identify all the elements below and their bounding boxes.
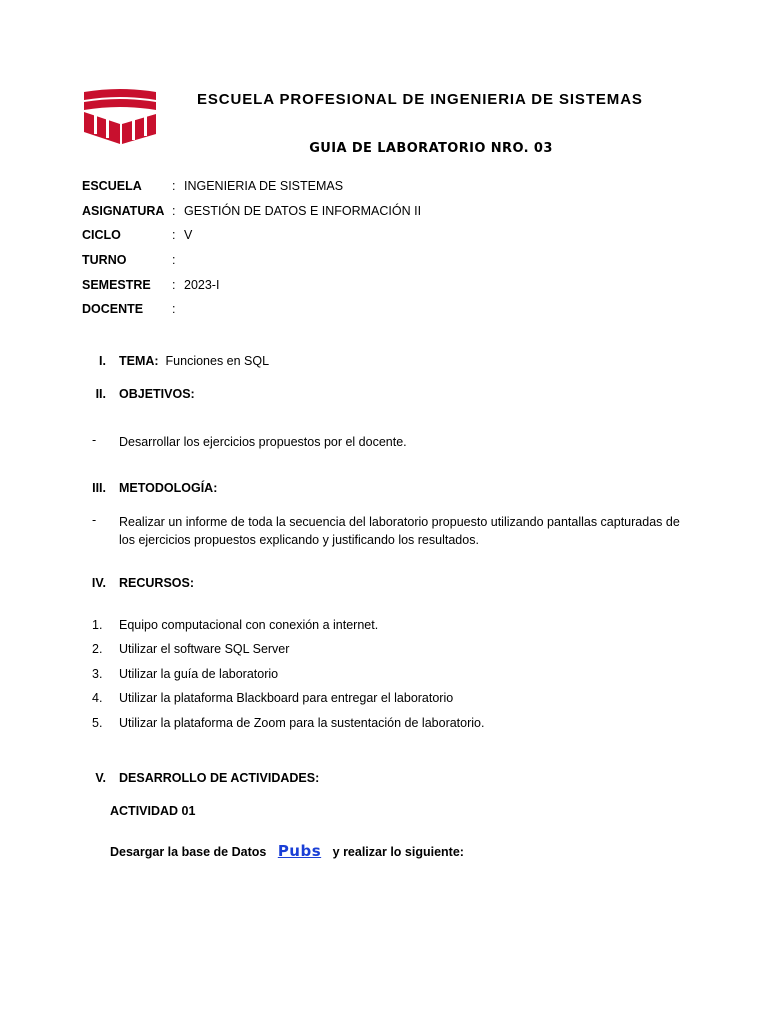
info-row-escuela [82,174,421,199]
info-row-ciclo [82,223,421,248]
info-value: 2023-I [184,277,220,292]
info-row-semestre [82,272,421,297]
tema-value: Funciones en SQL [165,354,270,368]
info-row-asignatura [82,199,421,224]
download-text-after: y realizar lo siguiente: [332,845,464,859]
info-separator: : [172,179,176,194]
list-item-text: Desarrollar los ejercicios propuestos por el docente. [119,435,407,449]
info-label: DOCENTE [82,302,144,317]
info-label: ESCUELA [82,179,142,194]
dash-bullet: - [92,433,97,447]
list-number: 4. [92,691,103,705]
pubs-link[interactable]: Pubs [277,842,322,860]
info-label: CICLO [82,228,121,243]
info-label: ASIGNATURA [82,203,165,218]
section-number: III. [92,481,106,495]
info-value: INGENIERIA DE SISTEMAS [184,179,344,194]
tema-label: TEMA: [119,354,159,368]
section-number: I. [99,354,106,368]
download-instruction [110,842,464,860]
info-value: V [184,228,193,243]
info-separator: : [172,302,176,317]
list-item-text: Utilizar el software SQL Server [119,642,290,656]
school-name: ESCUELA PROFESIONAL DE INGENIERIA DE SISTEMAS [197,91,643,108]
download-text-before: Desargar la base de Datos [110,845,267,859]
section-number: V. [95,771,106,785]
section-title: OBJETIVOS: [119,387,195,401]
list-number: 3. [92,667,103,681]
university-logo [82,88,158,144]
dash-bullet: - [92,513,97,527]
list-number: 1. [92,618,103,632]
section-title [119,354,269,368]
activity-title: ACTIVIDAD 01 [110,804,196,818]
info-value: GESTIÓN DE DATOS E INFORMACIÓN II [184,203,422,218]
info-label: SEMESTRE [82,277,151,292]
info-separator: : [172,203,176,218]
list-item-text: Equipo computacional con conexión a internet. [119,618,379,632]
guide-title: GUIA DE LABORATORIO NRO. 03 [309,141,553,156]
section-title: RECURSOS: [119,576,195,590]
info-separator: : [172,277,176,292]
list-item-text: Utilizar la plataforma Blackboard para entregar el laboratorio [119,691,454,705]
info-row-docente [82,297,421,322]
list-item-text: Utilizar la guía de laboratorio [119,667,279,681]
info-label: TURNO [82,253,127,268]
section-title: DESARROLLO DE ACTIVIDADES: [119,771,320,785]
section-title: METODOLOGÍA: [119,481,218,495]
list-number: 5. [92,716,103,730]
list-item-text: Realizar un informe de toda la secuencia del laboratorio propuesto utilizando pantallas capturadas de los ejercicios propuestos explicando y justificando los resultados. [119,515,680,547]
info-table [82,174,421,322]
info-row-turno [82,248,421,273]
list-item-text: Utilizar la plataforma de Zoom para la sustentación de laboratorio. [119,716,485,730]
section-number: II. [95,387,106,401]
list-number: 2. [92,642,103,656]
section-number: IV. [91,576,106,590]
info-separator: : [172,253,176,268]
info-separator: : [172,228,176,243]
